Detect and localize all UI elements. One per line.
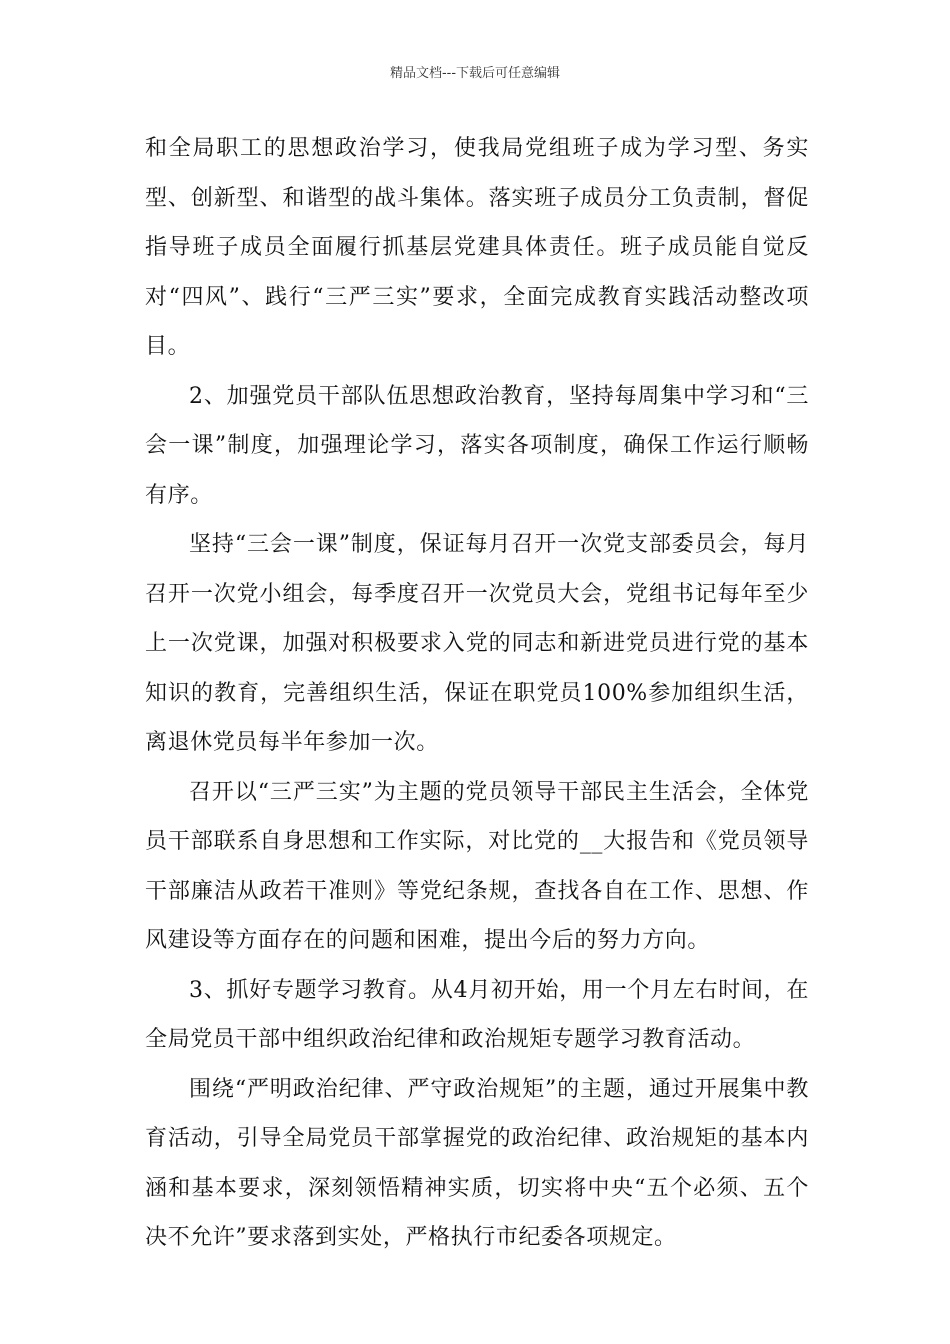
paragraph-discipline-education: 围绕“严明政治纪律、严守政治规矩”的主题，通过开展集中教育活动，引导全局党员干部掌握党的政治纪律、政治规矩的基本内涵和基本要求，深刻领悟精神实质，切实将中央“五个必须、五个决不允许”要求落到实处，严格执行市纪委各项规定。 — [145, 1076, 809, 1250]
page-header: 精品文档---下载后可任意编辑 — [389, 66, 561, 81]
document-body — [145, 124, 809, 1263]
paragraph-continuation: 和全局职工的思想政治学习，使我局党组班子成为学习型、务实型、创新型、和谐型的战斗集体。落实班子成员分工负责制，督促指导班子成员全面履行抓基层党建具体责任。班子成员能自觉反对“四风”、践行“三严三实”要求，全面完成教育实践活动整改项目。 — [145, 136, 809, 359]
paragraph-three-meetings: 坚持“三会一课”制度，保证每月召开一次党支部委员会，每月召开一次党小组会，每季度召开一次党员大会，党组书记每年至少上一次党课，加强对积极要求入党的同志和新进党员进行党的基本知识的教育，完善组织生活，保证在职党员100%参加组织生活，离退休党员每半年参加一次。 — [145, 532, 809, 755]
paragraph-item-2: 2、加强党员干部队伍思想政治教育，坚持每周集中学习和“三会一课”制度，加强理论学习，落实各项制度，确保工作运行顺畅有序。 — [145, 383, 809, 508]
paragraph-item-3: 3、抓好专题学习教育。从4月初开始，用一个月左右时间，在全局党员干部中组织政治纪律和政治规矩专题学习教育活动。 — [145, 977, 809, 1052]
paragraph-democratic-life-meeting: 召开以“三严三实”为主题的党员领导干部民主生活会，全体党员干部联系自身思想和工作实际，对比党的__大报告和《党员领导干部廉洁从政若干准则》等党纪条规，查找各自在工作、思想、作风建设等方面存在的问题和困难，提出今后的努力方向。 — [145, 779, 809, 953]
